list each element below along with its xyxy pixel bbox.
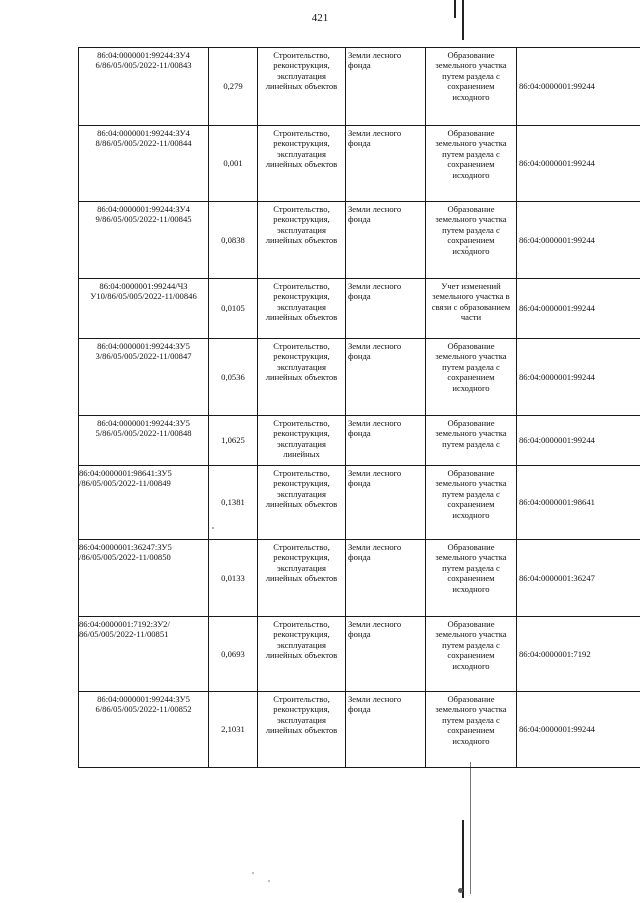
- permitted-use-cell: Строительство, реконструкция, эксплуатация линейных объектов: [258, 617, 346, 692]
- permitted-use-cell: Строительство, реконструкция, эксплуатация линейных объектов: [258, 540, 346, 617]
- permitted-use-cell: Строительство, реконструкция, эксплуатация линейных объектов: [258, 126, 346, 202]
- table-row: [79, 617, 640, 692]
- cadastral-number-cell: 86:04:0000001:99244/ЧЗ У10/86/05/005/2022-11/00846: [79, 279, 209, 339]
- table-row: [79, 466, 640, 540]
- land-category-cell: Земли лесного фонда: [346, 692, 426, 768]
- cadastral-number-cell: 86:04:0000001:7192:ЗУ2/ 86/05/005/2022-11/00851: [79, 617, 209, 692]
- source-parcel-cell: 86:04:0000001:99244: [517, 416, 640, 466]
- scan-margin-line: [462, 0, 464, 40]
- land-category-cell: Земли лесного фонда: [346, 339, 426, 416]
- land-parcels-table: [78, 47, 640, 768]
- table-body: [79, 48, 640, 768]
- area-cell: 0,0133: [209, 540, 258, 617]
- formation-method-cell: Образование земельного участка путем раздела с сохранением исходного: [426, 126, 517, 202]
- cadastral-number-cell: 86:04:0000001:99244:ЗУ4 9/86/05/005/2022-11/00845: [79, 202, 209, 279]
- formation-method-cell: Образование земельного участка путем раздела с сохранением исходного: [426, 617, 517, 692]
- land-category-cell: Земли лесного фонда: [346, 279, 426, 339]
- permitted-use-cell: Строительство, реконструкция, эксплуатация линейных объектов: [258, 202, 346, 279]
- table-row: [79, 692, 640, 768]
- source-parcel-cell: 86:04:0000001:99244: [517, 279, 640, 339]
- source-parcel-cell: 86:04:0000001:99244: [517, 339, 640, 416]
- formation-method-cell: Образование земельного участка путем раздела с сохранением исходного: [426, 466, 517, 540]
- source-parcel-cell: 86:04:0000001:7192: [517, 617, 640, 692]
- cadastral-number-cell: 86:04:0000001:99244:ЗУ4 6/86/05/005/2022-11/00843: [79, 48, 209, 126]
- area-cell: 0,0105: [209, 279, 258, 339]
- table-row: [79, 48, 640, 126]
- source-parcel-cell: 86:04:0000001:99244: [517, 48, 640, 126]
- area-cell: 1,0625: [209, 416, 258, 466]
- source-parcel-cell: 86:04:0000001:99244: [517, 126, 640, 202]
- land-category-cell: Земли лесного фонда: [346, 466, 426, 540]
- table-row: [79, 339, 640, 416]
- area-cell: 0,0536: [209, 339, 258, 416]
- land-category-cell: Земли лесного фонда: [346, 126, 426, 202]
- scan-speck: [458, 888, 463, 893]
- area-cell: 0,279: [209, 48, 258, 126]
- source-parcel-cell: 86:04:0000001:99244: [517, 692, 640, 768]
- permitted-use-cell: Строительство, реконструкция, эксплуатация линейных объектов: [258, 692, 346, 768]
- land-category-cell: Земли лесного фонда: [346, 416, 426, 466]
- formation-method-cell: Образование земельного участка путем раздела с сохранением исходного: [426, 48, 517, 126]
- cadastral-number-cell: 86:04:0000001:36247:ЗУ5 /86/05/005/2022-11/00850: [79, 540, 209, 617]
- area-cell: 0,001: [209, 126, 258, 202]
- formation-method-cell: Образование земельного участка путем раздела с сохранением исходного: [426, 692, 517, 768]
- area-cell: 2,1031: [209, 692, 258, 768]
- table-row: [79, 540, 640, 617]
- cadastral-number-cell: 86:04:0000001:99244:ЗУ5 6/86/05/005/2022-11/00852: [79, 692, 209, 768]
- land-category-cell: Земли лесного фонда: [346, 202, 426, 279]
- scan-margin-line: [454, 0, 456, 18]
- source-parcel-cell: 86:04:0000001:36247: [517, 540, 640, 617]
- table-row: [79, 279, 640, 339]
- permitted-use-cell: Строительство, реконструкция, эксплуатация линейных объектов: [258, 48, 346, 126]
- scan-speck: [252, 872, 254, 874]
- permitted-use-cell: Строительство, реконструкция, эксплуатация линейных объектов: [258, 279, 346, 339]
- cadastral-number-cell: 86:04:0000001:98641:ЗУ5 /86/05/005/2022-11/00849: [79, 466, 209, 540]
- cadastral-number-cell: 86:04:0000001:99244:ЗУ4 8/86/05/005/2022-11/00844: [79, 126, 209, 202]
- scan-speck: [268, 880, 270, 882]
- land-category-cell: Земли лесного фонда: [346, 48, 426, 126]
- source-parcel-cell: 86:04:0000001:99244: [517, 202, 640, 279]
- table-row: [79, 202, 640, 279]
- page-number: 421: [311, 12, 329, 24]
- scan-margin-line: [462, 820, 464, 898]
- permitted-use-cell: Строительство, реконструкция, эксплуатация линейных: [258, 416, 346, 466]
- table-row: [79, 126, 640, 202]
- formation-method-cell: Образование земельного участка путем раздела с сохранением исходного: [426, 202, 517, 279]
- land-category-cell: Земли лесного фонда: [346, 540, 426, 617]
- land-category-cell: Земли лесного фонда: [346, 617, 426, 692]
- cadastral-number-cell: 86:04:0000001:99244:ЗУ5 5/86/05/005/2022-11/00848: [79, 416, 209, 466]
- formation-method-cell: Образование земельного участка путем раздела с сохранением исходного: [426, 339, 517, 416]
- source-parcel-cell: 86:04:0000001:98641: [517, 466, 640, 540]
- cadastral-number-cell: 86:04:0000001:99244:ЗУ5 3/86/05/005/2022-11/00847: [79, 339, 209, 416]
- formation-method-cell: Образование земельного участка путем раздела с сохранением исходного: [426, 540, 517, 617]
- table-row: [79, 416, 640, 466]
- scan-margin-line: [470, 762, 471, 894]
- area-cell: 0,1381: [209, 466, 258, 540]
- formation-method-cell: Образование земельного участка путем раздела с: [426, 416, 517, 466]
- area-cell: 0,0838: [209, 202, 258, 279]
- formation-method-cell: Учет изменений земельного участка в связи с образованием части: [426, 279, 517, 339]
- permitted-use-cell: Строительство, реконструкция, эксплуатация линейных объектов: [258, 466, 346, 540]
- area-cell: 0,0693: [209, 617, 258, 692]
- permitted-use-cell: Строительство, реконструкция, эксплуатация линейных объектов: [258, 339, 346, 416]
